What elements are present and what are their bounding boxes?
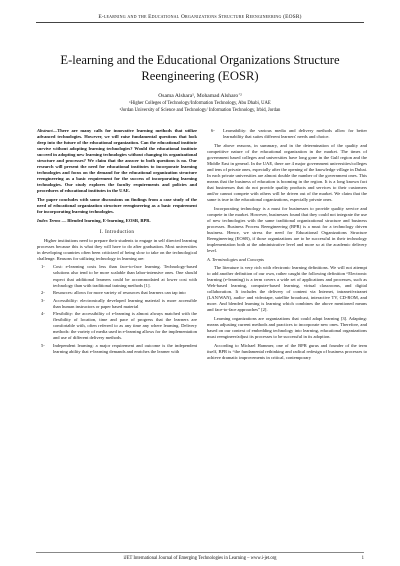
list-item-text: Learnability: the various media and delivery methods allow for better learnability that suites different learners' needs and choice. — [223, 128, 367, 140]
running-head: E-learning and the Educational Organizations Structure Reengineering (EOSR) — [98, 14, 302, 20]
index-terms: Index Terms — Blended learning, E-learning, EOSR, BPR. — [37, 217, 151, 223]
list-item-number: 4- — [41, 311, 45, 317]
header-rule — [36, 22, 364, 23]
list-item-number: 5- — [41, 343, 45, 348]
list-item — [37, 264, 197, 288]
subsection-heading: A. Terminologies and Concepts — [207, 256, 264, 262]
list-item-number: 6- — [211, 128, 215, 133]
list-item-text: Cost: e-learning costs less than face-to-face learning. Technology-based solutions also tend to be more scalable than labor-intensive ones. One should expect that additional learners could be accommodated at lower cost with technology than with traditional training methods [1]. — [53, 264, 197, 288]
abstract — [37, 128, 197, 195]
paper-title: E-learning and the Educational Organizations Structure Reengineering (EOSR) — [60, 53, 340, 83]
list-item-text: Flexibility: the accessibility of e-learning is almost always matched with the flexibility of location, time and pace of progress that the learners are comfortable with, often referred to as any time any where learning. Delivery methods: the variety of media used in e-learning allows for the implementation and use of different delivery methods. — [53, 311, 197, 341]
list-item-number: 3- — [41, 297, 45, 303]
list-item-text: Accessibility: electronically developed learning material is more accessible than human instructors or paper based material — [53, 297, 197, 309]
affiliation-1: ¹Higher Colleges of Technology/Information Technology, Abu Dhabi, UAE — [129, 101, 271, 106]
authors: Osama Alshara¹, Mohamad Alsharo’² — [158, 93, 242, 99]
page-number: 1 — [361, 556, 364, 561]
abstract-label: Abstract — [37, 128, 53, 133]
list-item — [37, 298, 197, 310]
footer-rule — [36, 552, 364, 553]
intro-paragraph: Higher institutions need to prepare their students to engage in self directed learning processes because this is what they will have to do after graduation. Most universities in developing countries often been criticized of being slow to take on the technological challenge. Reasons for utilizing technology in learning are: — [37, 237, 197, 261]
reasons-list — [37, 264, 197, 355]
list-item — [37, 290, 197, 296]
abstract-text: —There are many calls for innovative learning methods that utilize advanced technologies. However, we will raise fundamental questions that look deep into the future of the educational organization. Can the educational institute survive without adopting learning technologies? Would the educational institute succeed in adopting new learning technologies without changing its organizational structure and processes? We claim that the answer to both questions is no. Our research will present the need for educational institutes to incorporate learning technologies and focus on the demand for the educational organization structure reengineering as a basic requirement for the success of incorporating learning technologies. Our study explores the faculty requirements and policies and procedures of educational institutes in the UAE. — [37, 128, 197, 194]
index-terms-label: Index Terms — [37, 217, 61, 223]
list-item — [37, 311, 197, 341]
section-heading-introduction: I. Introduction — [99, 228, 135, 235]
list-item-text: Independent learning: a major requirement and outcome is the independent learning ability that e-learning demands and enriches the learner with — [53, 343, 197, 355]
list-item-number: 1- — [41, 264, 45, 270]
body-paragraph: According to Michael Hammer, one of the BPR gurus and founder of the term itself, BPR is “the fundamental rethinking and radical redesign of business processes to achieve dramatic improvements in critical, contemporary — [207, 342, 367, 360]
footer — [0, 556, 400, 561]
list-item-text: Resources: allows for more variety of resources that learners can tap into — [53, 290, 186, 296]
right-column — [207, 128, 367, 363]
list-item — [207, 128, 367, 140]
affiliation-2: ²Jordan University of Science and Technology/ Information Technology, Irbid, Jordan — [119, 108, 281, 113]
body-paragraph: Incorporating technology is a must for businesses to provide quality service and compete in the market. However, businesses found that they could not integrate the use of new technologies with the same traditional organizational structure and business processes. Business Process Reengineering (BPR) is a must for a technology driven business. Hence, we stress the need for Educational Organizations Structure Reengineering (EOSR), if those organizations are to be successful in their technology implementation both at the administrative level and more so at the academic delivery level. — [207, 205, 367, 253]
body-paragraph: The above reasons, in summary, and in the determination of the quality and competitive nature of the educational organization in the market. The times of government based colleges and universities have long gone in the Gulf region and the Middle East in general. In the UAE, there are 4 major government universities/colleges and tens of private ones, especially after the opening of the knowledge village in Dubai. In each private universities are almost double the number of the government ones. This means that the business of education is booming in the region. It is a long known fact that businesses that do not provide quality products and services to their customers and/or cannot compete with others will be driven out of the market. We claim that the same is true in the educational organizations, especially private ones. — [207, 142, 367, 203]
body-paragraph: The literature is very rich with electronic learning definitions. We will not attempt to add another definition of our own, rather caught the following definition “Electronic learning (e-learning) is a term covers a wide set of applications and processes, such as Web-based learning, computer-based learning, virtual classrooms, and digital collaboration. It includes the delivery of content via Internet, intranet/extranet (LAN/WAN), audio- and videotape, satellite broadcast, interactive TV, CD-ROM, and more. And blended learning is learning which combines the above mentioned means and face-to-face approaches” [2]. — [207, 264, 367, 313]
left-column — [37, 128, 197, 358]
body-paragraph: Learning organizations are organizations that could adapt learning [3]. Adapting: means adjusting current methods and practices to incorporate new ones. Therefore, and based on our context of embedding technology into learning, educational organizations must reengineer/adjust its processes to be successful in its adoption. — [207, 315, 367, 339]
index-terms-text: Blended learning, E-learning, EOSR, BPR. — [67, 217, 151, 223]
list-item-number: 2- — [41, 290, 45, 296]
abstract-conclusion: The paper concludes with some discussions on findings from a case study of the need of educational organization structure reengineering as a basic requirement for incorporating learning technologies. — [37, 197, 197, 215]
reasons-list-continued — [207, 128, 367, 140]
list-item — [37, 343, 197, 355]
footer-journal: iJET International Journal of Emerging Technologies in Learning – www.i-jet.org — [123, 556, 277, 561]
